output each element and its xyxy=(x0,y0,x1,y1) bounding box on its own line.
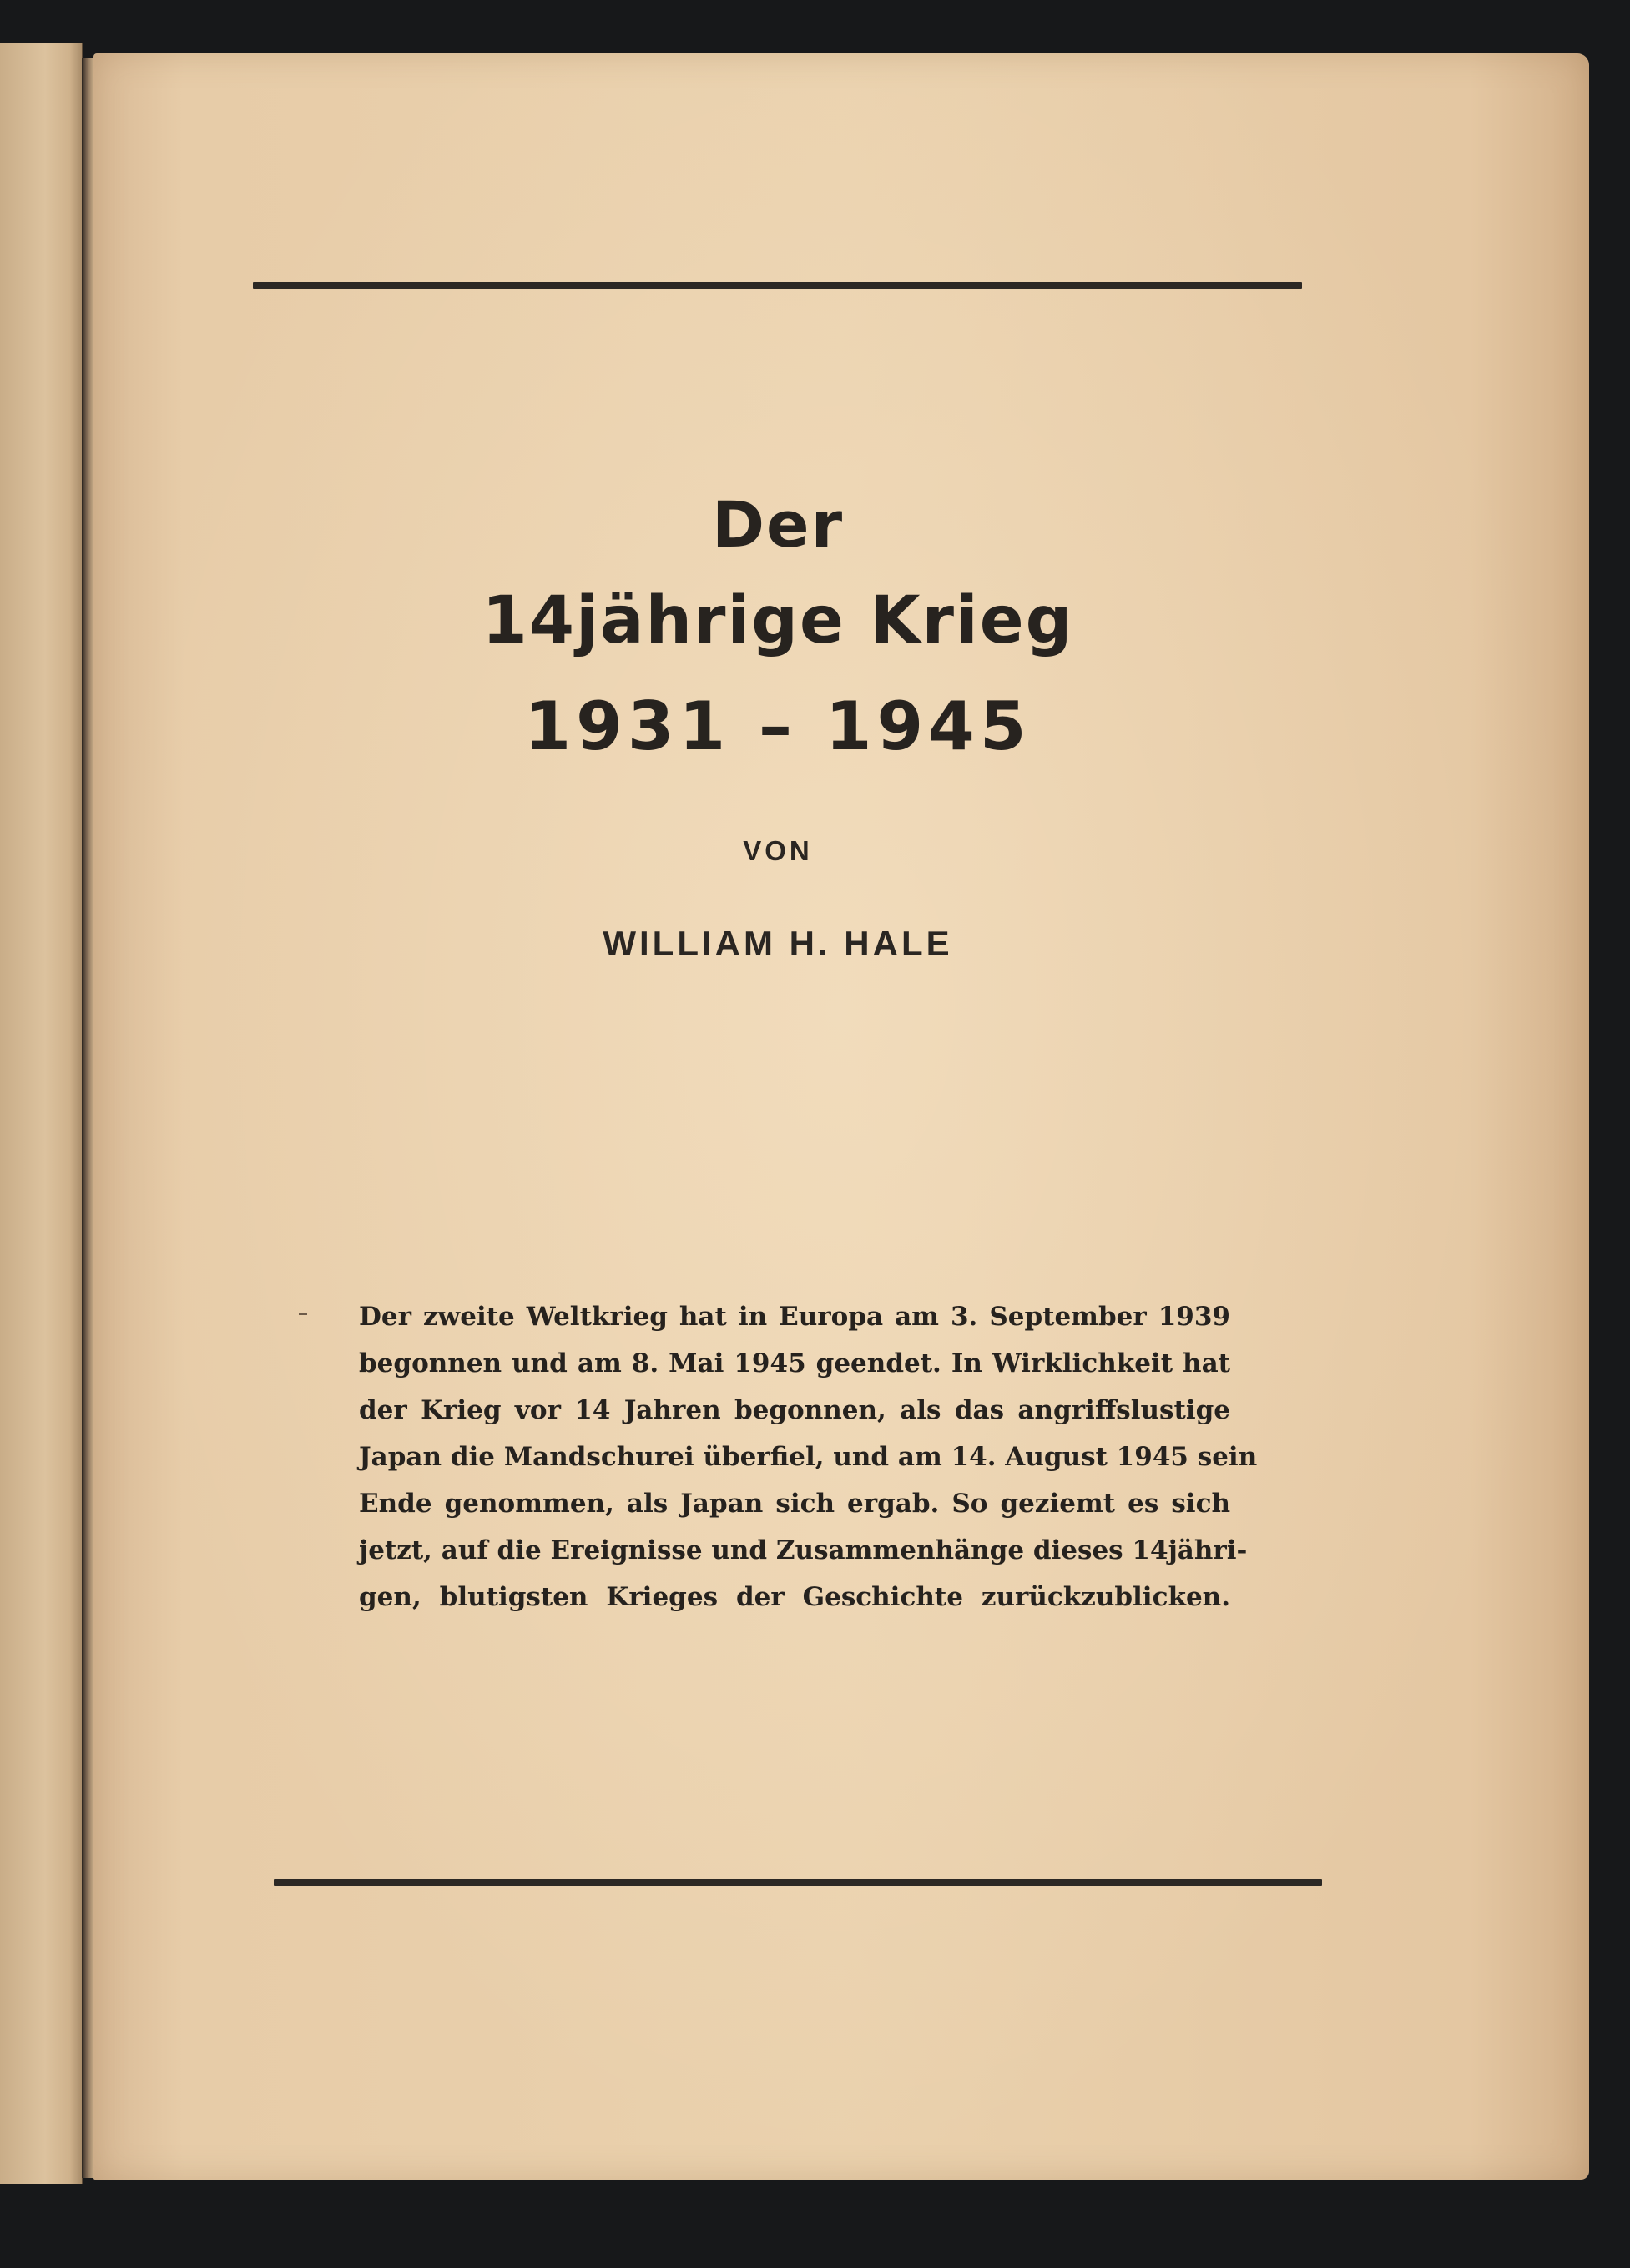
title-line-1: Der xyxy=(711,487,845,562)
intro-paragraph xyxy=(359,1293,1258,1620)
intro-line: Ende genommen, als Japan sich ergab. So geziemt es sich xyxy=(359,1489,1230,1519)
book-gutter xyxy=(82,58,93,2178)
title-line-2: 14jährige Krieg xyxy=(482,583,1074,658)
title-page xyxy=(93,53,1589,2180)
intro-line: Der zweite Weltkrieg hat in Europa am 3. September 1939 xyxy=(359,1302,1230,1332)
margin-mark xyxy=(299,1313,307,1315)
intro-line: gen, blutigsten Krieges der Geschichte zurückzublicken. xyxy=(359,1582,1230,1612)
intro-line: jetzt, auf die Ereignisse und Zusammenhänge dieses 14jähri- xyxy=(359,1535,1248,1565)
facing-page-edge xyxy=(0,43,83,2184)
title-years: 1931 – 1945 xyxy=(524,688,1032,765)
byline-von: VON xyxy=(743,835,813,866)
intro-line: begonnen und am 8. Mai 1945 geendet. In Wirklichkeit hat xyxy=(359,1348,1230,1378)
intro-line: der Krieg vor 14 Jahren begonnen, als das angriffslustige xyxy=(359,1395,1230,1425)
author-name: WILLIAM H. HALE xyxy=(603,924,953,963)
intro-line: Japan die Mandschurei überfiel, und am 14. August 1945 sein xyxy=(359,1442,1258,1472)
bottom-rule xyxy=(274,1879,1322,1886)
top-rule xyxy=(253,282,1302,289)
